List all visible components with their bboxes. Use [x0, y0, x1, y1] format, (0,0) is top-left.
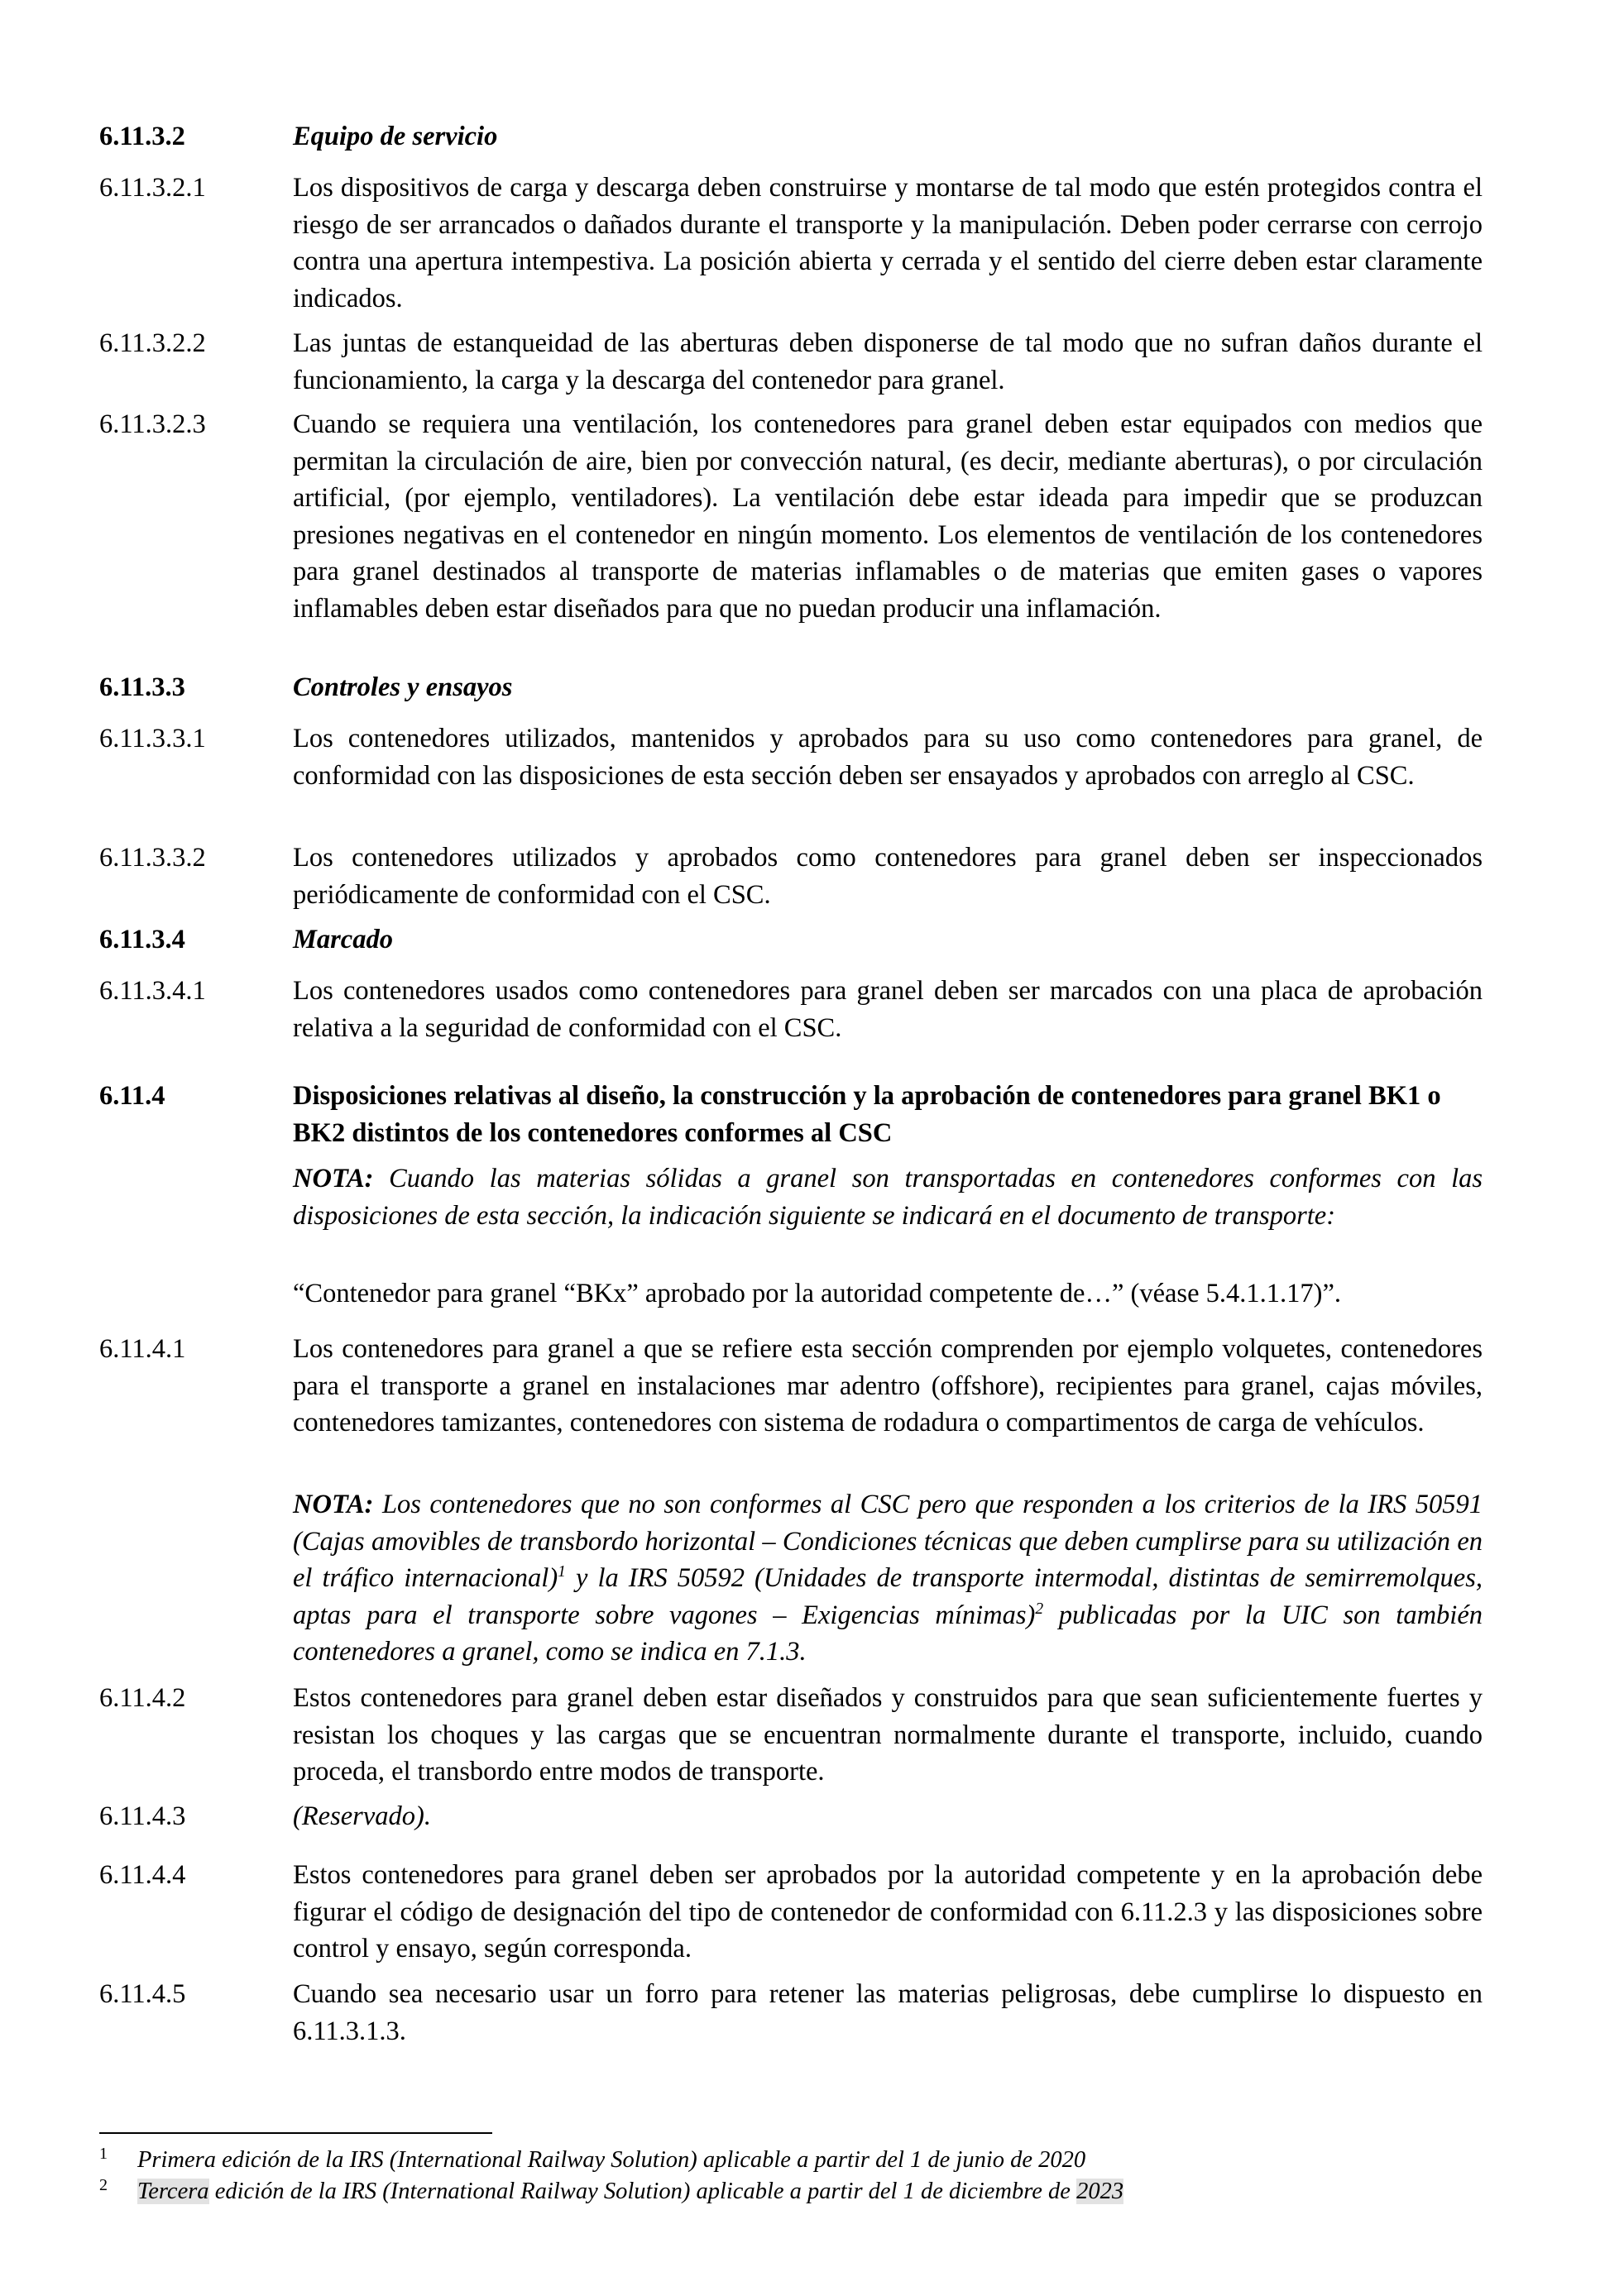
note-text: [293, 1486, 1483, 1671]
footnote-divider: [99, 2132, 492, 2134]
section-heading: Equipo de servicio: [293, 122, 498, 151]
paragraph-number: 6.11.4.1: [99, 1334, 186, 1364]
paragraph-text: Cuando sea necesario usar un forro para retener las materias peligrosas, debe cumplirse lo dispuesto en 6.11.3.1.3.: [293, 1979, 1483, 2046]
footnote-ref-1[interactable]: 1: [558, 1562, 566, 1581]
note-6-11-4-1: [99, 1486, 1483, 1671]
footnote-text: [137, 2177, 1506, 2207]
paragraph-text: (Reservado).: [293, 1801, 431, 1831]
section-heading: Marcado: [293, 925, 393, 954]
section-6-11-3-4: [99, 921, 1483, 959]
paragraph-text: Las juntas de estanqueidad de las aberturas deben disponerse de tal modo que no sufran daños durante el funcionamiento, la carga y la descarga del contenedor para granel.: [293, 328, 1483, 395]
paragraph-text: Cuando se requiera una ventilación, los contenedores para granel deben estar equipados con medios que permitan la circulación de aire, bien por convección natural, (es decir, mediante aberturas), o por circulación artificial, (por ejemplo, ventiladores). La ventilación debe estar ideada para impedir que se produzcan presiones negativas en el contenedor en ningún momento. Los elementos de ventilación de los contenedores para granel destinados al transporte de materias inflamables o de materias que emiten gases o vapores inflamables deben estar diseñados para que no puedan producir una inflamación.: [293, 409, 1483, 624]
footnote-2: [99, 2177, 1506, 2207]
footnote-text: Primera edición de la IRS (International Railway Solution) aplicable a partir del 1 de junio de 2020: [137, 2147, 1086, 2173]
highlighted-text: 2023: [1076, 2179, 1124, 2204]
paragraph-6-11-3-2-3: [99, 406, 1483, 627]
note-body: Cuando las materias sólidas a granel son transportadas en contenedores conformes con las disposiciones de esta sección, la indicación siguiente se indicará en el documento de transporte:: [293, 1164, 1483, 1231]
section-number: 6.11.3.4: [99, 925, 185, 954]
paragraph-text: Los contenedores utilizados y aprobados como contenedores para granel deben ser inspeccionados periódicamente de conformidad con el CSC.: [293, 843, 1483, 910]
paragraph-6-11-4-4: [99, 1857, 1483, 1968]
note-body-b: y la IRS 50592 (Unidades de transporte intermodal, distintas de semirremolques, aptas para el transporte sobre vagones – Exigencias mínimas): [293, 1563, 1483, 1630]
paragraph-number: 6.11.3.4.1: [99, 976, 206, 1006]
paragraph-number: 6.11.3.2.1: [99, 173, 206, 203]
section-number: 6.11.4: [99, 1081, 165, 1111]
paragraph-6-11-4-1: [99, 1331, 1483, 1442]
paragraph-number: 6.11.4.3: [99, 1801, 186, 1831]
footnote-text-body: edición de la IRS (International Railway Solution) aplicable a partir del 1 de diciembre de: [208, 2179, 1077, 2204]
footnote-mark: 1: [99, 2145, 108, 2163]
note-label: NOTA:: [293, 1490, 374, 1519]
section-number: 6.11.3.3: [99, 672, 185, 702]
paragraph-6-11-4-5: [99, 1976, 1483, 2050]
paragraph-text: Los dispositivos de carga y descarga deben construirse y montarse de tal modo que estén protegidos contra el riesgo de ser arrancados o dañados durante el transporte y la manipulación. Deben poder cerrarse con cerrojo contra una apertura intempestiva. La posición abierta y cerrada y el sentido del cierre deben estar claramente indicados.: [293, 173, 1483, 313]
paragraph-6-11-4-3: [99, 1798, 1483, 1835]
highlighted-text: Tercera: [137, 2179, 209, 2204]
paragraph-text: Los contenedores para granel a que se refiere esta sección comprenden por ejemplo volquetes, contenedores para el transporte a granel en instalaciones mar adentro (offshore), recipientes para granel, cajas móviles, contenedores tamizantes, contenedores con sistema de rodadura o compartimentos de carga de vehículos.: [293, 1334, 1483, 1437]
paragraph-text: Estos contenedores para granel deben ser aprobados por la autoridad competente y en la aprobación debe figurar el código de designación del tipo de contenedor de conformidad con 6.11.2.3 y las disposiciones sobre control y ensayo, según corresponda.: [293, 1860, 1483, 1964]
section-6-11-4: [99, 1078, 1483, 1151]
paragraph-6-11-3-4-1: [99, 973, 1483, 1046]
note-6-11-4: [99, 1160, 1483, 1234]
paragraph-6-11-3-2-1: [99, 170, 1483, 317]
paragraph-number: 6.11.4.2: [99, 1683, 186, 1713]
paragraph-number: 6.11.3.3.1: [99, 724, 206, 753]
paragraph-number: 6.11.3.3.2: [99, 843, 206, 873]
paragraph-text: Estos contenedores para granel deben estar diseñados y construidos para que sean suficientemente fuertes y resistan los choques y las cargas que se encuentran normalmente durante el transporte, incluido, cuando proceda, el transbordo entre modos de transporte.: [293, 1683, 1483, 1787]
paragraph-6-11-3-3-1: [99, 720, 1483, 794]
section-number: 6.11.3.2: [99, 122, 185, 151]
note-label: NOTA:: [293, 1164, 374, 1193]
paragraph-6-11-4-2: [99, 1680, 1483, 1791]
paragraph-number: 6.11.4.4: [99, 1860, 186, 1890]
section-heading: Disposiciones relativas al diseño, la construcción y la aprobación de contenedores para granel BK1 o BK2 distintos de los contenedores conformes al CSC: [293, 1081, 1441, 1148]
quote-transport-document: [99, 1275, 1483, 1313]
paragraph-6-11-3-2-2: [99, 325, 1483, 399]
note-text: [293, 1160, 1483, 1234]
paragraph-text: Los contenedores utilizados, mantenidos y aprobados para su uso como contenedores para granel, de conformidad con las disposiciones de esta sección deben ser ensayados y aprobados con arreglo al CSC.: [293, 724, 1483, 791]
section-6-11-3-3: [99, 669, 1483, 706]
note-body-c: publicadas por la UIC son también contenedores a granel, como se indica en 7.1.3.: [293, 1600, 1483, 1667]
paragraph-text: Los contenedores usados como contenedores para granel deben ser marcados con una placa de aprobación relativa a la seguridad de conformidad con el CSC.: [293, 976, 1483, 1043]
footnote-ref-2[interactable]: 2: [1035, 1600, 1044, 1618]
paragraph-number: 6.11.4.5: [99, 1979, 186, 2009]
paragraph-number: 6.11.3.2.3: [99, 409, 206, 439]
section-heading: Controles y ensayos: [293, 672, 513, 702]
note-body-a: Los contenedores que no son conformes al CSC pero que responden a los criterios de la IRS 50591 (Cajas amovibles de transbordo horizontal – Condiciones técnicas que deben cumplirse para su utilización en el tráfico internacional): [293, 1490, 1483, 1593]
footnote-1: [99, 2145, 1506, 2175]
paragraph-number: 6.11.3.2.2: [99, 328, 206, 358]
quote-text: “Contenedor para granel “BKx” aprobado por la autoridad competente de…” (véase 5.4.1.1.17)”.: [293, 1279, 1341, 1308]
paragraph-6-11-3-3-2: [99, 839, 1483, 913]
section-6-11-3-2: [99, 118, 1483, 155]
footnote-mark: 2: [99, 2176, 108, 2194]
